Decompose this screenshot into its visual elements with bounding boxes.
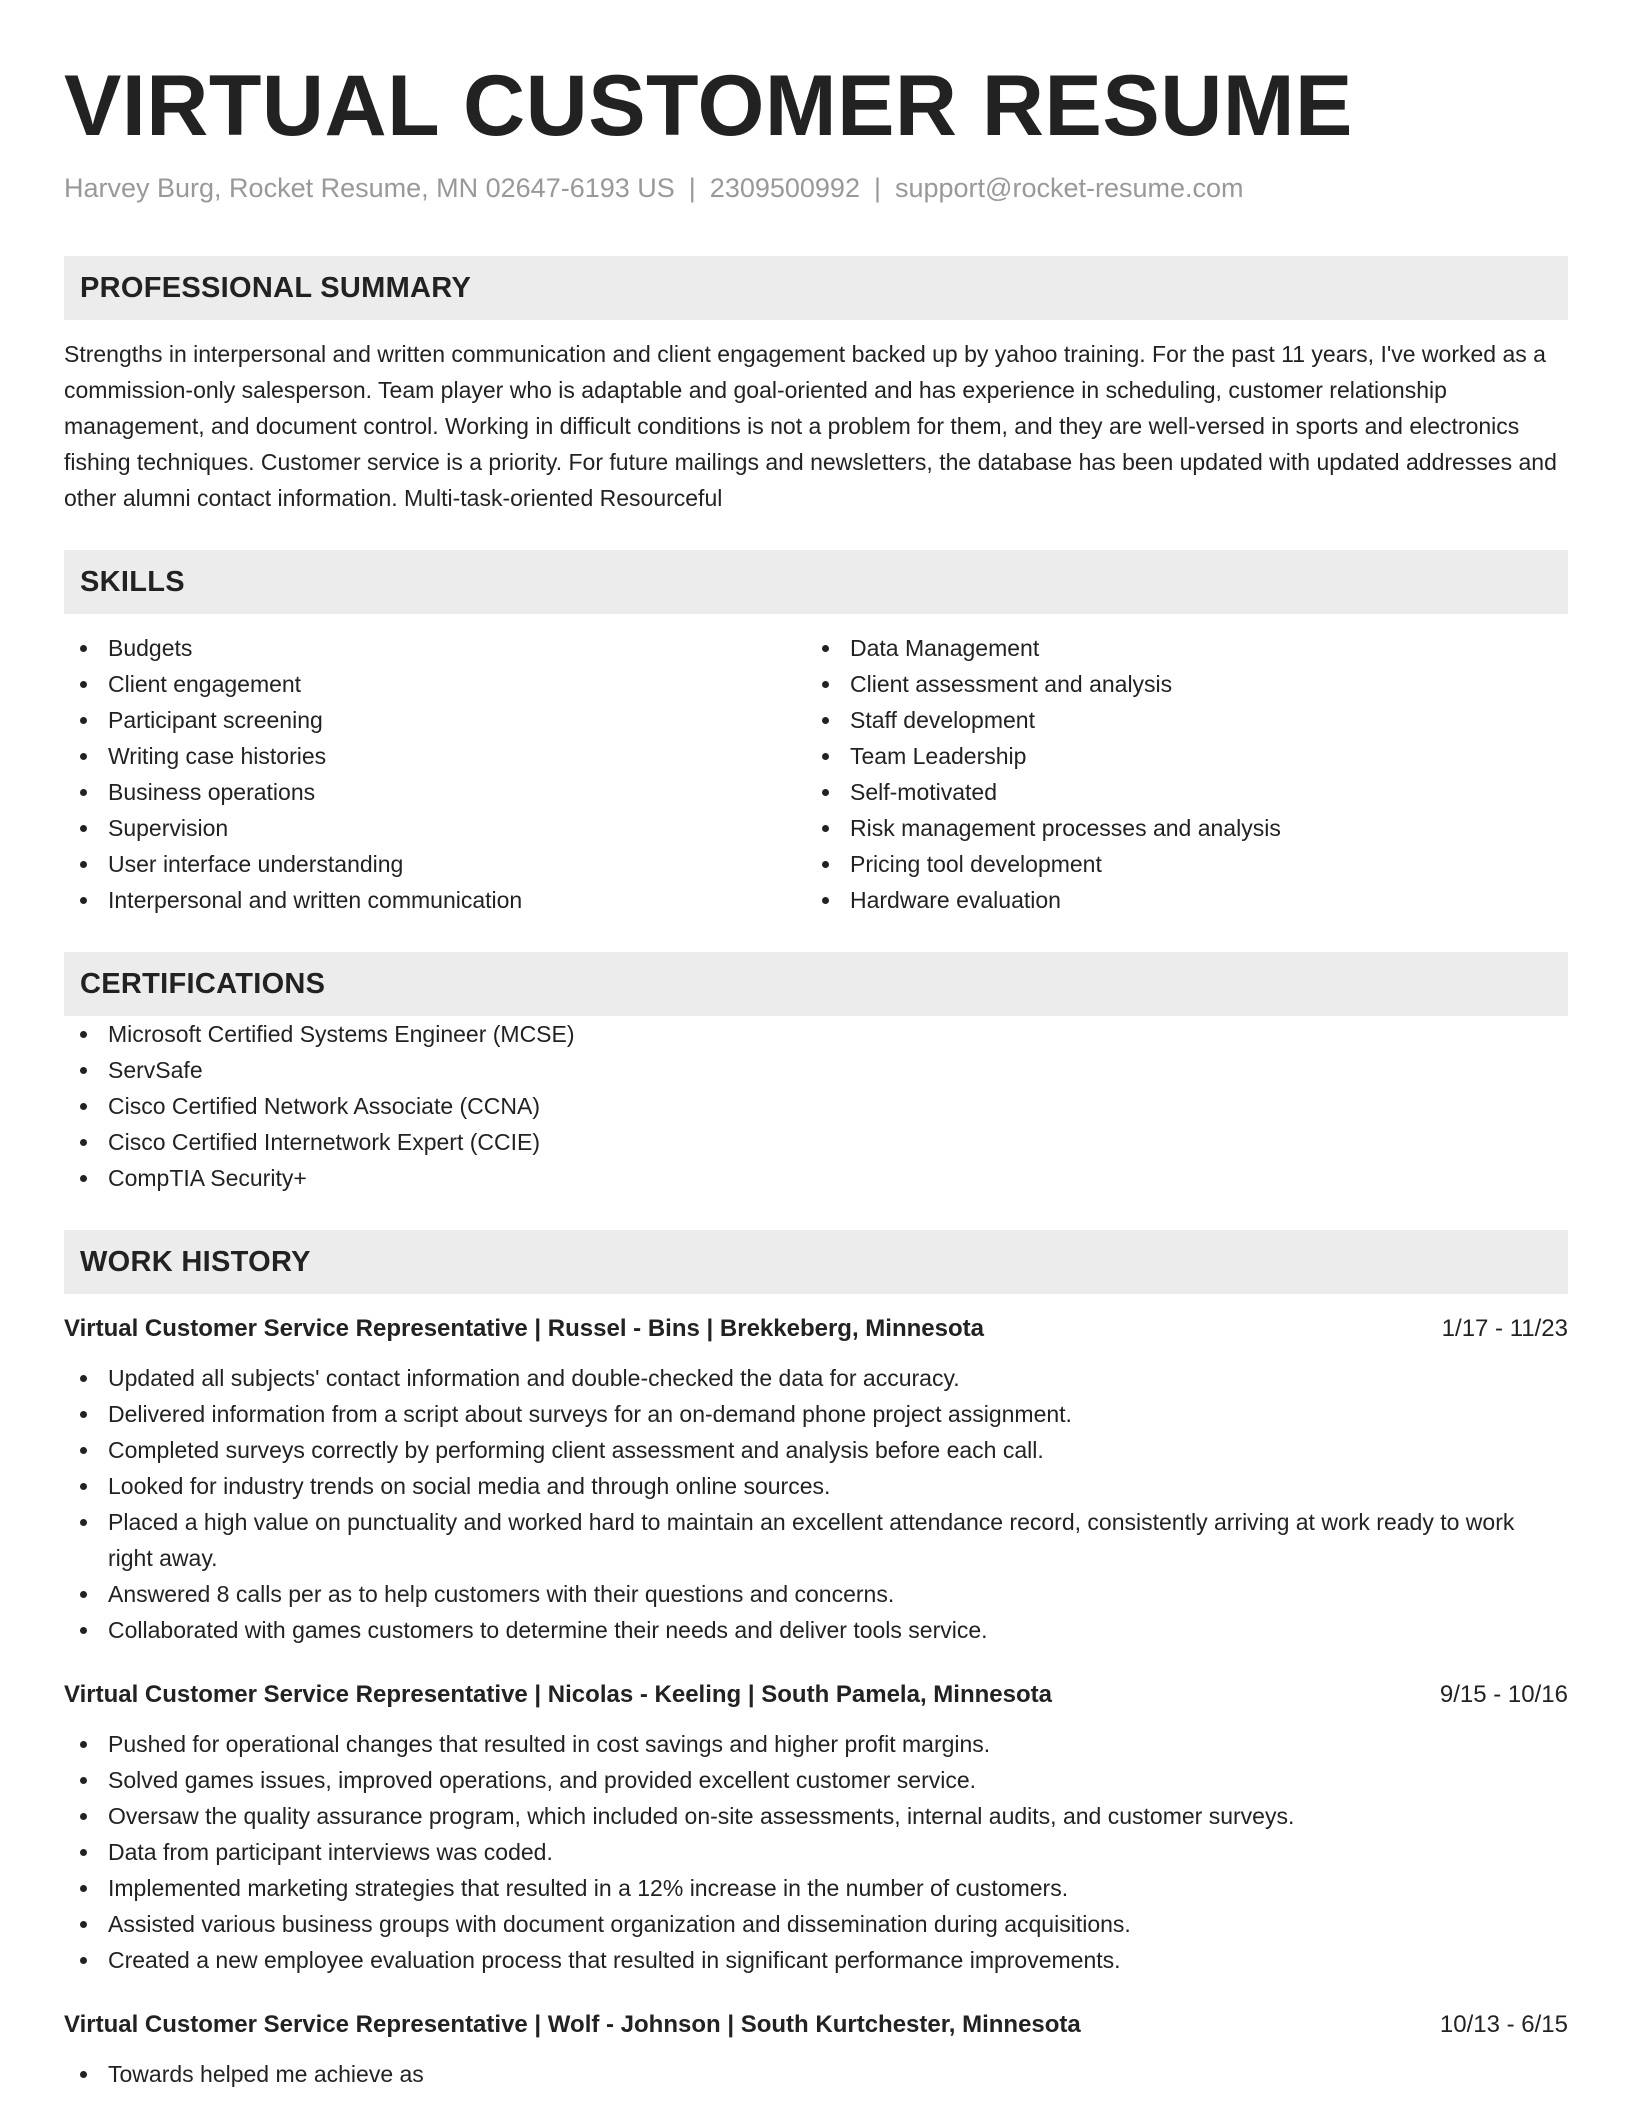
bullet-icon (80, 1885, 87, 1892)
summary-text: Strengths in interpersonal and written communication and client engagement backed up by yahoo training. For the past 11 years, I've worked as a commission-only salesperson. Team player who is adaptable and goal-oriented and has experience in scheduling, customer relationship management, and document control. Working in difficult conditions is not a problem for them, and they are well-versed in sports and electronics fishing techniques. Customer service is a priority. For future mailings and newsletters, the database has been updated with updated addresses and other alumni contact information. Multi-task-oriented Resourceful (64, 341, 1557, 511)
bullet-icon (80, 1849, 87, 1856)
bullet-icon (80, 1921, 87, 1928)
bullet-icon (80, 1375, 87, 1382)
bullet-icon (80, 789, 87, 796)
skill-item: Risk management processes and analysis (806, 810, 1548, 846)
bullet-icon (822, 789, 829, 796)
job-header (64, 1312, 1568, 1346)
bullet-icon (80, 1591, 87, 1598)
skill-item: Hardware evaluation (806, 882, 1548, 918)
bullet-icon (822, 825, 829, 832)
bullet-icon (822, 645, 829, 652)
job-bullets (64, 1360, 1568, 1648)
job-header (64, 1678, 1568, 1712)
job-dates: 9/15 - 10/16 (1439, 1681, 1568, 1708)
certifications-list (64, 1016, 1568, 1196)
certification-item: CompTIA Security+ (64, 1160, 1568, 1196)
bullet-icon (80, 753, 87, 760)
work-history-section (64, 1230, 1568, 2092)
contact-line (64, 170, 1568, 206)
skill-item: Data Management (806, 630, 1548, 666)
bullet-icon (80, 1067, 87, 1074)
job-bullet: Implemented marketing strategies that resulted in a 12% increase in the number of customers. (64, 1870, 1568, 1906)
job-dates: 10/13 - 6/15 (1439, 2011, 1568, 2038)
skill-item: Self-motivated (806, 774, 1548, 810)
job-header (64, 2008, 1568, 2042)
skill-item: Client engagement (64, 666, 806, 702)
job-entry (64, 1312, 1568, 1648)
skill-item: Client assessment and analysis (806, 666, 1548, 702)
skill-item: Interpersonal and written communication (64, 882, 806, 918)
contact-email: support@rocket-resume.com (894, 173, 1244, 203)
bullet-icon (822, 681, 829, 688)
job-entry (64, 2008, 1568, 2092)
contact-address: Harvey Burg, Rocket Resume, MN 02647-6193 US (64, 173, 675, 203)
bullet-icon (80, 645, 87, 652)
skill-item: Supervision (64, 810, 806, 846)
bullet-icon (80, 2071, 87, 2078)
summary-section (64, 256, 1568, 516)
job-bullet: Completed surveys correctly by performing client assessment and analysis before each call. (64, 1432, 1568, 1468)
job-bullet: Oversaw the quality assurance program, which included on-site assessments, internal audits, and customer surveys. (64, 1798, 1568, 1834)
skills-column-right (806, 630, 1548, 918)
skills-column-left (64, 630, 806, 918)
bullet-icon (80, 1483, 87, 1490)
bullet-icon (80, 1139, 87, 1146)
skill-item: Writing case histories (64, 738, 806, 774)
bullet-icon (822, 897, 829, 904)
job-bullet: Delivered information from a script about surveys for an on-demand phone project assignment. (64, 1396, 1568, 1432)
bullet-icon (80, 1519, 87, 1526)
bullet-icon (80, 1627, 87, 1634)
resume-page (64, 0, 1568, 2092)
certification-item: Cisco Certified Internetwork Expert (CCIE) (64, 1124, 1568, 1160)
contact-phone: 2309500992 (709, 173, 860, 203)
bullet-icon (822, 753, 829, 760)
skill-item: Business operations (64, 774, 806, 810)
bullet-icon (80, 825, 87, 832)
bullet-icon (80, 1777, 87, 1784)
job-bullet: Updated all subjects' contact information and double-checked the data for accuracy. (64, 1360, 1568, 1396)
job-bullet: Created a new employee evaluation process that resulted in significant performance improvements. (64, 1942, 1568, 1978)
job-bullet: Placed a high value on punctuality and worked hard to maintain an excellent attendance record, consistently arriving at work ready to work right away. (64, 1504, 1568, 1576)
summary-heading: PROFESSIONAL SUMMARY (64, 256, 1568, 320)
job-bullet: Data from participant interviews was coded. (64, 1834, 1568, 1870)
skill-item: Participant screening (64, 702, 806, 738)
resume-title: VIRTUAL CUSTOMER RESUME (64, 58, 1353, 154)
skill-item: Team Leadership (806, 738, 1548, 774)
work-history-heading: WORK HISTORY (64, 1230, 1568, 1294)
job-entry (64, 1678, 1568, 1978)
bullet-icon (80, 1175, 87, 1182)
certifications-heading: CERTIFICATIONS (64, 952, 1568, 1016)
bullet-icon (822, 861, 829, 868)
job-bullet: Collaborated with games customers to determine their needs and deliver tools service. (64, 1612, 1568, 1648)
job-bullet: Answered 8 calls per as to help customers with their questions and concerns. (64, 1576, 1568, 1612)
job-bullet: Towards helped me achieve as (64, 2056, 1568, 2092)
bullet-icon (80, 1813, 87, 1820)
bullet-icon (80, 1103, 87, 1110)
skill-item: Staff development (806, 702, 1548, 738)
bullet-icon (80, 897, 87, 904)
skill-item: Budgets (64, 630, 806, 666)
certifications-section (64, 952, 1568, 1196)
job-bullet: Solved games issues, improved operations, and provided excellent customer service. (64, 1762, 1568, 1798)
skill-item: Pricing tool development (806, 846, 1548, 882)
job-bullet: Pushed for operational changes that resulted in cost savings and higher profit margins. (64, 1726, 1568, 1762)
certification-item: ServSafe (64, 1052, 1568, 1088)
bullet-icon (80, 717, 87, 724)
job-title: Virtual Customer Service Representative | Wolf - Johnson | South Kurtchester, Minnesota (64, 2011, 1081, 2038)
job-bullet: Looked for industry trends on social media and through online sources. (64, 1468, 1568, 1504)
certification-item: Cisco Certified Network Associate (CCNA) (64, 1088, 1568, 1124)
certification-item: Microsoft Certified Systems Engineer (MCSE) (64, 1016, 1568, 1052)
skills-list-left (64, 630, 806, 918)
job-dates: 1/17 - 11/23 (1441, 1315, 1568, 1342)
bullet-icon (80, 1447, 87, 1454)
job-bullet: Assisted various business groups with document organization and dissemination during acquisitions. (64, 1906, 1568, 1942)
bullet-icon (80, 1741, 87, 1748)
bullet-icon (80, 861, 87, 868)
job-bullets (64, 2056, 1568, 2092)
job-title: Virtual Customer Service Representative | Nicolas - Keeling | South Pamela, Minnesota (64, 1681, 1052, 1708)
skill-item: User interface understanding (64, 846, 806, 882)
skills-grid (64, 630, 1568, 918)
bullet-icon (80, 1957, 87, 1964)
contact-separator: | (688, 173, 696, 203)
bullet-icon (822, 717, 829, 724)
skills-section (64, 550, 1568, 918)
skills-list-right (806, 630, 1548, 918)
job-bullets (64, 1726, 1568, 1978)
skills-heading: SKILLS (64, 550, 1568, 614)
bullet-icon (80, 1411, 87, 1418)
job-title: Virtual Customer Service Representative | Russel - Bins | Brekkeberg, Minnesota (64, 1315, 984, 1342)
bullet-icon (80, 1031, 87, 1038)
bullet-icon (80, 681, 87, 688)
contact-separator: | (873, 173, 881, 203)
